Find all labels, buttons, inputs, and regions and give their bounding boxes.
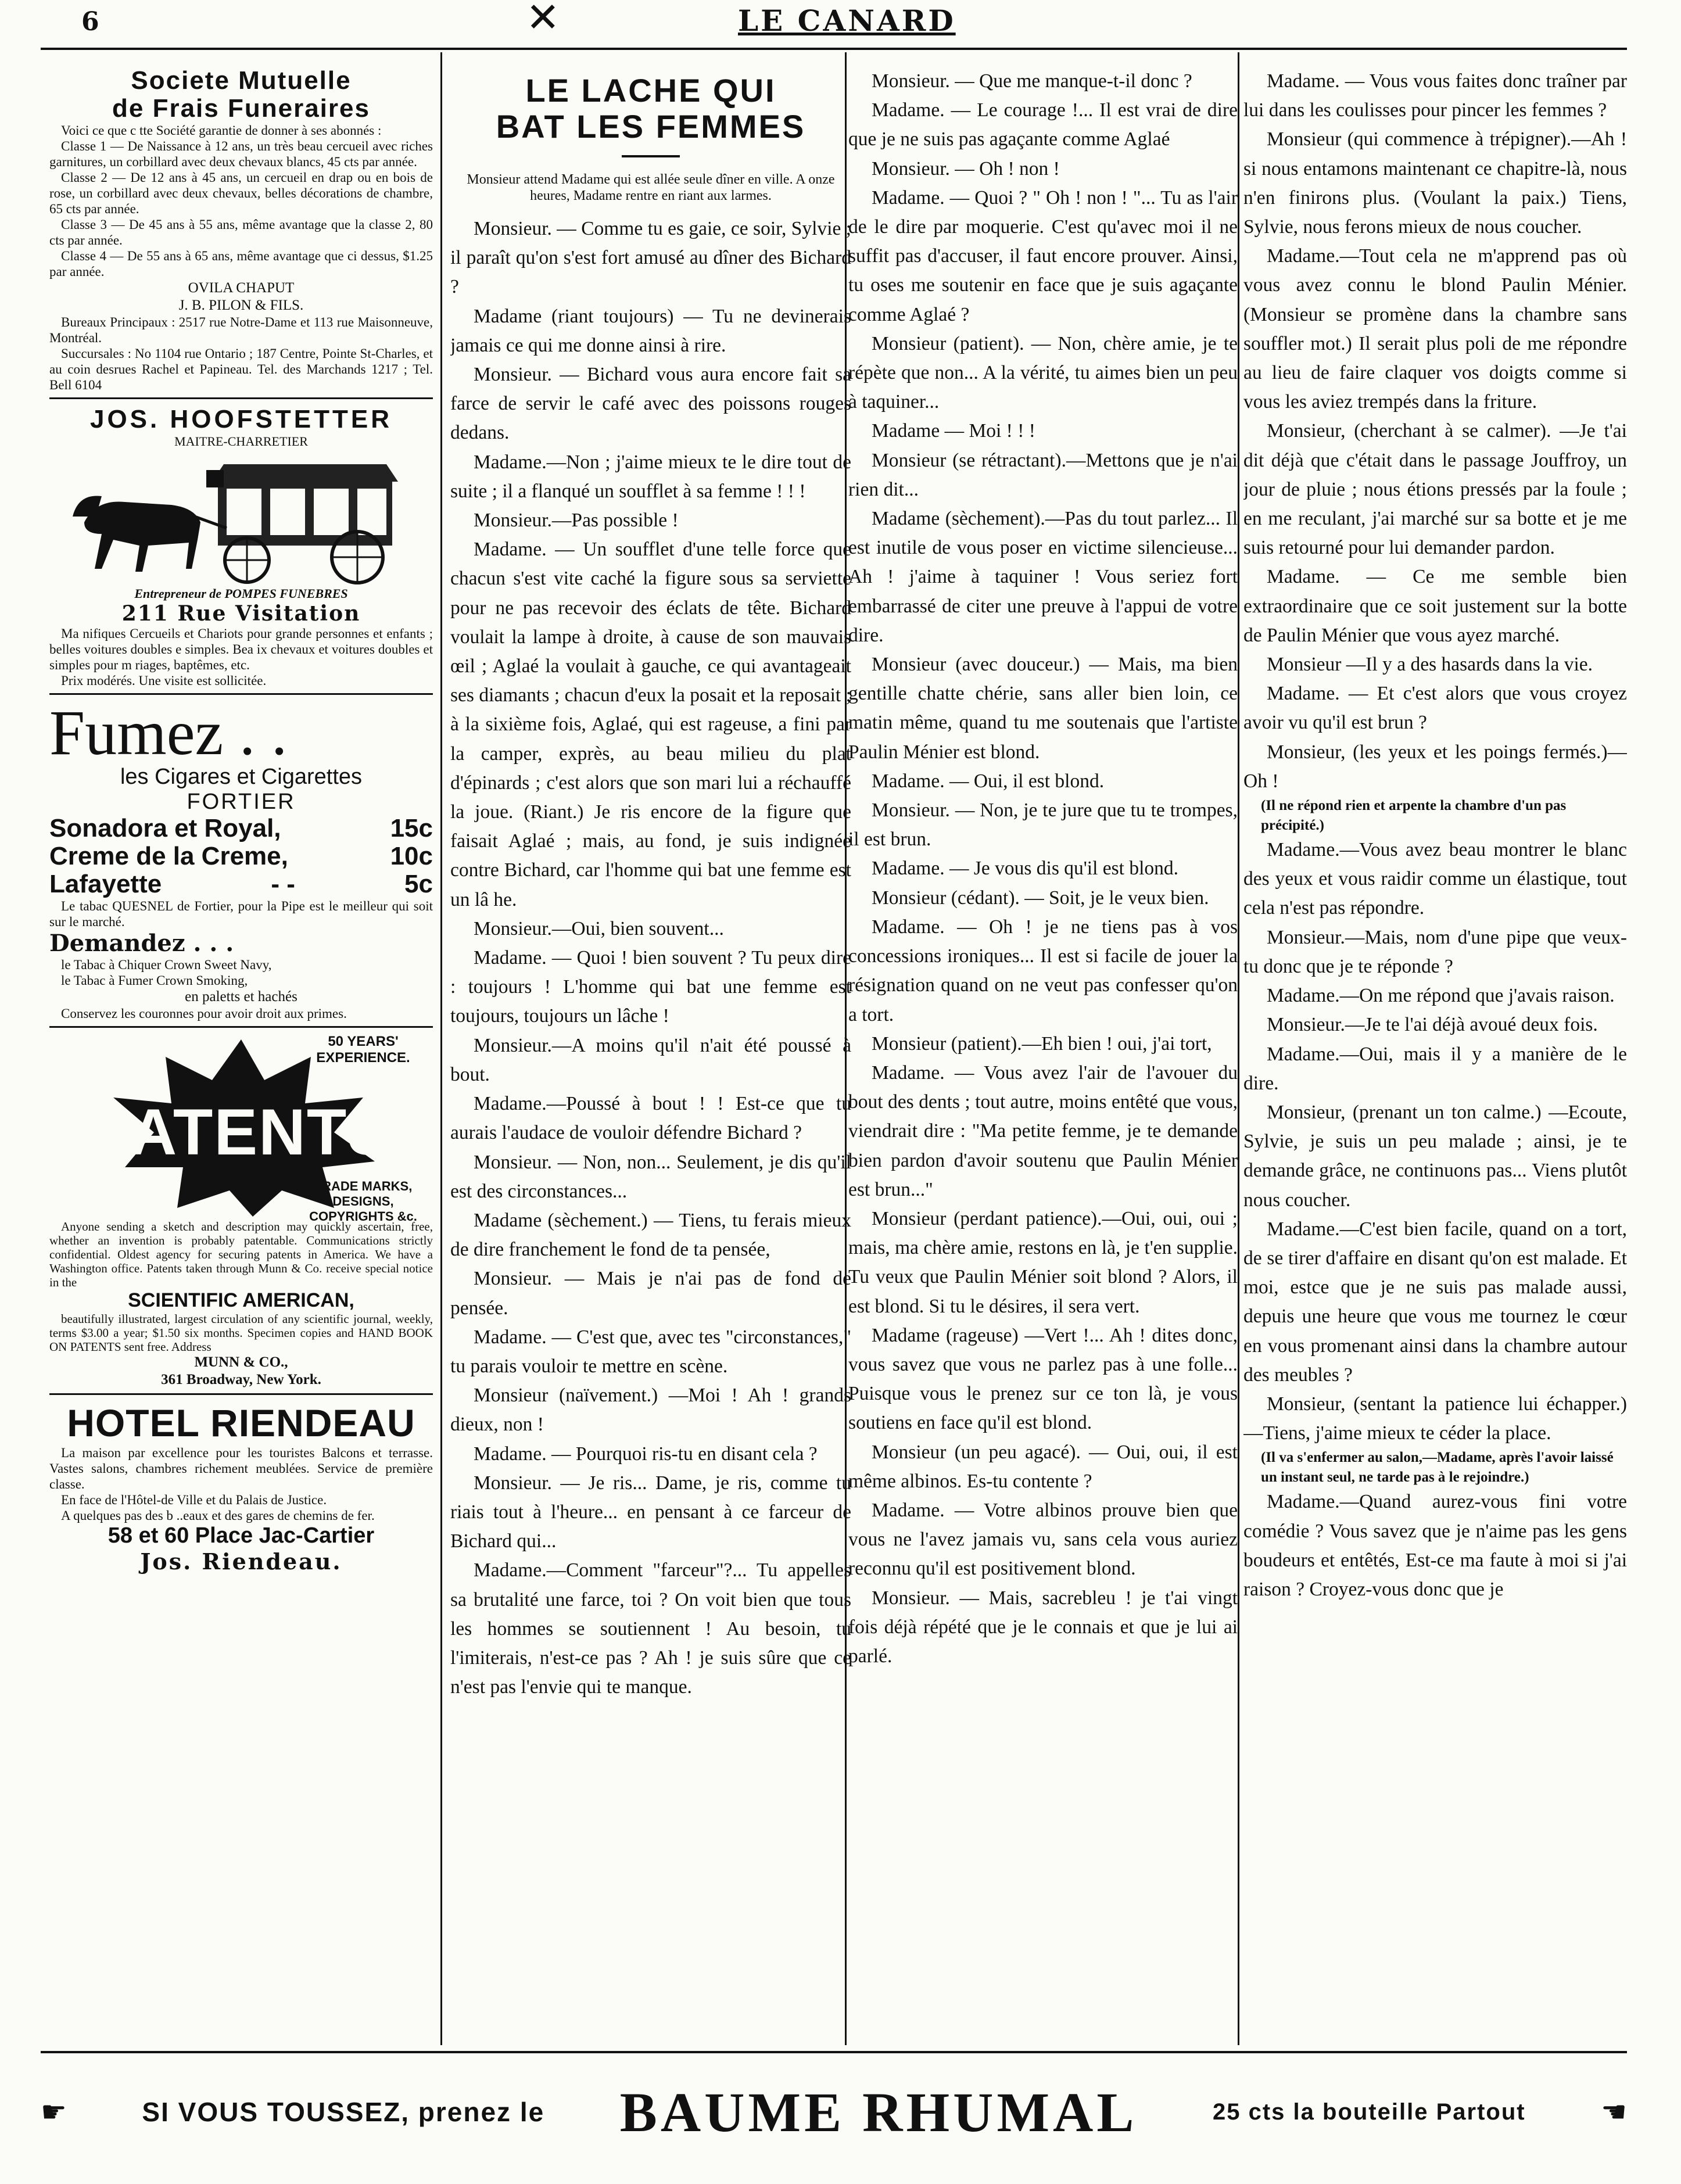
- footer-left: SI VOUS TOUSSEZ, prenez le: [142, 2097, 545, 2127]
- dialogue-paragraph: Madame.—Tout cela ne m'apprend pas où vous avez connu le blond Paulin Ménier. (Monsieur se promène dans la chambre sans souffler mot.) Il serait plus poli de me répondre au lieu de faire claquer vos doigts comme si vous les aviez trempés dans la friture.: [1243, 245, 1627, 413]
- article-body: [450, 214, 851, 1702]
- patents-trade: TRADE MARKS, DESIGNS, COPYRIGHTS &c.: [309, 1179, 417, 1224]
- dialogue-paragraph: (Il ne répond rien et arpente la chambre d'un pas précipité.): [1261, 798, 1567, 834]
- article-body: [1243, 67, 1627, 1604]
- dialogue-paragraph: Madame. — Vous vous faites donc traîner par lui dans les coulisses pour pincer les femmes ?: [1243, 70, 1627, 121]
- dialogue-paragraph: Madame. — Pourquoi ris-tu en disant cela ?: [474, 1443, 818, 1465]
- dialogue-paragraph: Monsieur (un peu agacé). — Oui, oui, il est même albinos. Es-tu contente ?: [848, 1441, 1238, 1492]
- footer-right: 25 cts la bouteille Partout: [1213, 2099, 1526, 2125]
- societe-classe-4: Classe 4 — De 55 ans à 65 ans, même avantage que ci dessus, $1.25 par année.: [49, 249, 433, 279]
- masthead: LE CANARD: [738, 3, 956, 38]
- societe-intro: Voici ce que c tte Société garantie de donner à ses abonnés :: [61, 123, 382, 138]
- dialogue-paragraph: (Il va s'enfermer au salon,—Madame, après l'avoir laissé un instant seul, ne tarde pas à le rejoindre.): [1261, 1450, 1614, 1486]
- dialogue-paragraph: Monsieur (perdant patience).—Oui, oui, oui ; mais, ma chère amie, restons en là, je t'en supplie. Tu veux que Paulin Ménier soit blond ? Alors, il est blond. Si tu le désires, il sera vert.: [848, 1207, 1238, 1317]
- hotel-text-1: La maison par excellence pour les touristes Balcons et terrasse. Vastes salons, chambres richement meublées. Service de première classe.: [49, 1446, 433, 1491]
- societe-bureaux: Bureaux Principaux : 2517 rue Notre-Dame et 113 rue Maisonneuve, Montréal.: [49, 315, 433, 345]
- fumez-title: Fumez . .: [49, 697, 288, 768]
- dialogue-paragraph: Monsieur. — Que me manque-t-il donc ?: [872, 70, 1192, 92]
- footer-product: BAUME RHUMAL: [619, 2081, 1138, 2143]
- hoofstetter-text: Ma nifiques Cercueils et Chariots pour grande personnes et enfants ; belles voitures doubles e simples. Bea ix chevaux et voitures doubles et simples pour m riages, baptêmes, etc.: [49, 626, 433, 672]
- hotel-text-2: En face de l'Hôtel-de Ville et du Palais de Justice.: [61, 1493, 327, 1507]
- hoofstetter-prix: Prix modérés. Une visite est sollicitée.: [61, 673, 267, 688]
- societe-name-1: OVILA CHAPUT: [188, 280, 295, 296]
- patents-word: PATENTS: [89, 1096, 393, 1168]
- demandez-heading: Demandez . . .: [49, 930, 234, 957]
- dialogue-paragraph: Monsieur. — Non, non... Seulement, je dis qu'il est des circonstances...: [450, 1151, 851, 1202]
- hoofstetter-subtitle: MAITRE-CHARRETIER: [174, 434, 308, 449]
- brand-name: Creme de la Creme,: [49, 842, 288, 870]
- article-title-line-2: BAT LES FEMMES: [496, 108, 806, 145]
- brand-price: 15c: [390, 814, 433, 842]
- title-rule: [622, 155, 680, 157]
- societe-ad: [49, 67, 433, 399]
- dialogue-paragraph: Monsieur, (prenant un ton calme.) —Ecoute, Sylvie, je suis un peu malade ; ainsi, je te demande grâce, ne continuons pas... Viens plutôt nous coucher.: [1243, 1101, 1627, 1211]
- fumez-tabac: Le tabac QUESNEL de Fortier, pour la Pipe est le meilleur qui soit sur le marché.: [49, 899, 433, 929]
- dialogue-paragraph: Monsieur, (sentant la patience lui échapper.)—Tiens, j'aime mieux te céder la place.: [1243, 1393, 1627, 1444]
- dialogue-paragraph: Madame.—Oui, mais il y a manière de le dire.: [1243, 1043, 1627, 1094]
- brand-row: [49, 815, 433, 842]
- societe-title-1: Societe Mutuelle: [131, 67, 352, 95]
- bottom-rule: [41, 2051, 1627, 2053]
- societe-classe-2: Classe 2 — De 12 ans à 45 ans, un cercueil en drap ou en bois de rose, un corbillard avec deux chevaux, belles décorations de chambre, 65 cts par année.: [49, 170, 433, 216]
- dialogue-paragraph: Monsieur (patient).—Eh bien ! oui, j'ai tort,: [872, 1032, 1212, 1055]
- fumez-ad: [49, 697, 433, 1028]
- demandez-line-3: en paletts et hachés: [185, 989, 298, 1005]
- page-header: [0, 0, 1681, 41]
- page-number: 6: [81, 7, 99, 37]
- dialogue-paragraph: Madame.—Quand aurez-vous fini votre comédie ? Vous savez que je n'aime pas les gens boudeurs et entêtés, Est-ce ma faute à moi si j'ai raison ? Croyez-vous donc que je: [1243, 1491, 1627, 1600]
- dialogue-paragraph: Monsieur.—Oui, bien souvent...: [474, 917, 724, 939]
- top-rule: [41, 48, 1627, 50]
- dialogue-paragraph: Madame — Moi ! ! !: [872, 420, 1035, 442]
- dialogue-paragraph: Monsieur.—Je te l'ai déjà avoué deux fois.: [1267, 1014, 1598, 1036]
- dialogue-paragraph: Madame.—Vous avez beau montrer le blanc des yeux et vous raidir comme un élastique, tout cela n'est pas répondre.: [1243, 839, 1627, 919]
- fumez-line-2: FORTIER: [187, 790, 296, 814]
- dialogue-paragraph: Monsieur (naïvement.) —Moi ! Ah ! grands dieux, non !: [450, 1385, 851, 1436]
- dialogue-paragraph: Madame (rageuse) —Vert !... Ah ! dites donc, vous savez que vous ne parlez pas à une folle... Puisque vous le prenez sur ce ton là, je vous soutiens en face qu'il est blond.: [848, 1324, 1238, 1434]
- hotel-signature: Jos. Riendeau.: [140, 1548, 342, 1575]
- patents-banner: [49, 1034, 433, 1224]
- brand-row: [49, 842, 433, 870]
- dialogue-paragraph: Monsieur. — Je ris... Dame, je ris, comme tu riais tout à l'heure... en pensant à ce farceur de Bichard qui...: [450, 1472, 851, 1552]
- dialogue-paragraph: Madame. — Le courage !... Il est vrai de dire que je ne suis pas agaçante comme Aglaé: [848, 99, 1238, 150]
- dialogue-paragraph: Madame. — Oh ! je ne tiens pas à vos concessions ironiques... Il est si facile de jouer la résignation quand on ne veut pas confesser qu'on a tort.: [848, 916, 1238, 1025]
- patents-ad: [49, 1034, 433, 1395]
- dialogue-paragraph: Madame. — Je vous dis qu'il est blond.: [872, 858, 1179, 880]
- brand-price: 10c: [390, 842, 433, 870]
- dialogue-paragraph: Madame. — Oui, il est blond.: [872, 770, 1105, 792]
- hotel-text-3: A quelques pas des b ..eaux et des gares de chemins de fer.: [61, 1508, 375, 1523]
- brand-price: 5c: [404, 870, 433, 898]
- fumez-conservez: Conservez les couronnes pour avoir droit aux primes.: [61, 1006, 347, 1021]
- dialogue-paragraph: Madame.—Poussé à bout ! ! Est-ce que tu aurais l'audace de vouloir défendre Bichard ?: [450, 1093, 851, 1144]
- cross-mark-icon: ✕: [526, 0, 560, 41]
- patents-munn: MUNN & CO.,: [194, 1354, 288, 1370]
- footer-advert: [41, 2080, 1627, 2144]
- fumez-line-1: les Cigares et Cigarettes: [120, 765, 363, 789]
- patents-body: Anyone sending a sketch and description may quickly ascertain, free, whether an invention is probably patentable. Communications strictly confidential. Oldest agency for securing patents in America. We have a Washington office. Patents taken through Munn & Co. receive special notice in the: [49, 1220, 433, 1289]
- hoofstetter-title: JOS. HOOFSTETTER: [89, 405, 393, 433]
- dialogue-paragraph: Monsieur (avec douceur.) — Mais, ma bien gentille chatte chérie, sans aller bien loin, ce matin même, quand tu me soutenais que l'artiste Paulin Ménier est blond.: [848, 654, 1238, 763]
- brand-name: Lafayette: [49, 870, 162, 898]
- dialogue-paragraph: Madame. — Ce me semble bien extraordinaire que ce soit justement sur la botte de Paulin Ménier que vous ayez marché.: [1243, 566, 1627, 646]
- societe-title-2: de Frais Funeraires: [112, 94, 370, 123]
- patents-years: 50 YEARS' EXPERIENCE.: [316, 1034, 410, 1066]
- dialogue-paragraph: Monsieur.—Mais, nom d'une pipe que veux-tu donc que je te réponde ?: [1243, 926, 1627, 977]
- dialogue-paragraph: Monsieur. — Non, je te jure que tu te trompes, il est brun.: [848, 799, 1238, 851]
- article-lede: Monsieur attend Madame qui est allée seule dîner en ville. A onze heures, Madame rentre en riant aux larmes.: [467, 172, 835, 203]
- article-column-2: [848, 67, 1238, 2048]
- demandez-line-1: le Tabac à Chiquer Crown Sweet Navy,: [61, 957, 272, 972]
- societe-classe-3: Classe 3 — De 45 ans à 55 ans, même avantage que la classe 2, 80 cts par année.: [49, 217, 433, 248]
- dialogue-paragraph: Madame.—On me répond que j'avais raison.: [1267, 985, 1615, 1007]
- dialogue-paragraph: Madame. — Vous avez l'air de l'avouer du bout des dents ; tout autre, moins entêté que vous, viendrait dire : "Ma petite femme, je te demande bien pardon d'avoir soutenu que Paulin Ménier est brun...": [848, 1061, 1238, 1200]
- societe-classe-1: Classe 1 — De Naissance à 12 ans, un très beau cercueil avec riches garnitures, un corbillard avec deux chevaux blancs, 45 cts par année.: [49, 139, 433, 169]
- dialogue-paragraph: Monsieur, (cherchant à se calmer). —Je t'ai dit déjà que c'était dans le passage Jouffroy, un jour de pluie ; nous étions pressés par la foule ; en me reculant, j'ai marché sur sa botte et je me suis retourné pour lui demander pardon.: [1243, 420, 1627, 559]
- dialogue-paragraph: Madame.—Comment "farceur"?... Tu appelles sa brutalité une farce, toi ? On voit bien que tous les hommes se soutiennent ! Au besoin, tu l'imiterais, n'est-ce pas ? Ah ! je suis sûre que ce n'est pas l'envie qui te manque.: [450, 1559, 851, 1698]
- hoofstetter-ad: [49, 405, 433, 695]
- patents-address: 361 Broadway, New York.: [161, 1372, 321, 1387]
- brand-name: Sonadora et Royal,: [49, 814, 281, 842]
- column-divider: [1238, 52, 1239, 2045]
- dialogue-paragraph: Monsieur.—Pas possible !: [474, 510, 679, 532]
- pointing-hand-icon: ☚: [1601, 2095, 1627, 2129]
- scientific-american: SCIENTIFIC AMERICAN,: [128, 1289, 354, 1311]
- dialogue-paragraph: Madame. — Un soufflet d'une telle force que chacun s'est vite caché la figure sous sa serviette pour ne pas recevoir des éclats de tête. Bichard voulait la lampe à droite, à cause de son mauvais œil ; Aglaé la voulait à gauche, ce qui avantageait ses diamants ; chacun d'eux la posait et la reposait ; à la sixième fois, Aglaé, qui est rageuse, a fini par la camper, exprès, au beau milieu du plat d'épinards ; c'est alors que son mari lui a réchauffé la joue. (Riant.) Je ris encore de la figure que faisait Aglaé ; mais, au fond, je suis indignée contre Bichard, car l'homme qui bat une femme est un lâ he.: [450, 539, 851, 910]
- hoofstetter-address: 211 Rue Visitation: [121, 601, 361, 626]
- article-title-line-1: LE LACHE QUI: [525, 72, 776, 109]
- dialogue-paragraph: Madame (riant toujours) — Tu ne devinerais jamais ce qui me donne ainsi à rire.: [450, 305, 851, 356]
- dialogue-paragraph: Monsieur. — Bichard vous aura encore fait sa farce de servir le café avec des poissons rouges dedans.: [450, 364, 851, 444]
- demandez-line-2: le Tabac à Fumer Crown Smoking,: [61, 973, 248, 988]
- hearse-illustration-icon: [61, 453, 421, 586]
- brand-dash: - -: [271, 870, 295, 898]
- dialogue-paragraph: Madame. — C'est que, avec tes "circonstances," tu parais vouloir te mettre en scène.: [450, 1326, 851, 1377]
- brand-row: [49, 870, 433, 898]
- societe-name-2: J. B. PILON & FILS.: [178, 297, 304, 313]
- hotel-title: HOTEL RIENDEAU: [67, 1401, 415, 1444]
- ads-column: [49, 67, 433, 2048]
- dialogue-paragraph: Madame.—C'est bien facile, quand on a tort, de se tirer d'affaire en disant qu'on est malade. Et moi, estce que je ne suis pas malade aussi, depuis une heure que vous me tournez le cœur en vous promenant ainsi dans la chambre autour des meubles ?: [1243, 1218, 1627, 1386]
- dialogue-paragraph: Monsieur (se rétractant).—Mettons que je n'ai rien dit...: [848, 449, 1238, 500]
- dialogue-paragraph: Madame (sèchement.) — Tiens, tu ferais mieux de dire franchement le fond de ta pensée,: [450, 1209, 851, 1261]
- dialogue-paragraph: Madame (sèchement).—Pas du tout parlez... Il est inutile de vous poser en victime silencieuse... Ah ! j'aime à taquiner ! Vous seriez fort embarrassé de citer une preuve à l'appui de votre dire.: [848, 508, 1238, 646]
- dialogue-paragraph: Monsieur. — Oh ! non !: [872, 157, 1060, 180]
- dialogue-paragraph: Monsieur.—A moins qu'il n'ait été poussé à bout.: [450, 1034, 851, 1085]
- societe-succursales: Succursales : No 1104 rue Ontario ; 187 Centre, Pointe St-Charles, et au coin desrues Rachel et Papineau. Tel. des Marchands 1217 ; Tel. Bell 6104: [49, 346, 433, 392]
- article-column-1: [450, 67, 851, 2048]
- column-divider: [440, 52, 442, 2045]
- dialogue-paragraph: Madame. — Quoi ! bien souvent ? Tu peux dire : toujours ! L'homme qui bat une femme est toujours, toujours un lâche !: [450, 947, 851, 1027]
- dialogue-paragraph: Monsieur. — Mais, sacrebleu ! je t'ai vingt fois déjà répété que je le connais et que je lui ai parlé.: [848, 1587, 1238, 1667]
- dialogue-paragraph: Monsieur —Il y a des hasards dans la vie.: [1267, 654, 1593, 676]
- article-column-3: [1243, 67, 1627, 2048]
- dialogue-paragraph: Monsieur, (les yeux et les poings fermés.)—Oh !: [1243, 741, 1627, 792]
- dialogue-paragraph: Monsieur. — Mais je n'ai pas de fond de pensée.: [450, 1268, 851, 1319]
- dialogue-paragraph: Monsieur (patient). — Non, chère amie, je te répète que non... A la vérité, tu aimes bien un peu à taquiner...: [848, 332, 1238, 413]
- dialogue-paragraph: Madame. — Quoi ? " Oh ! non ! "... Tu as l'air de le dire par moquerie. C'est qu'avec moi il ne suffit pas d'accuser, il faut encore prouver. Ainsi, tu oses me soutenir en face que je suis agaçante comme Aglaé ?: [848, 187, 1238, 325]
- article-body: [848, 67, 1238, 1671]
- dialogue-paragraph: Monsieur (qui commence à trépigner).—Ah ! si nous entamons maintenant ce chapitre-là, nous n'en finirons plus. (Voulant la paix.) Tiens, Sylvie, nous ferons mieux de nous coucher.: [1243, 128, 1627, 238]
- hoofstetter-entrepreneur: Entrepreneur de POMPES FUNEBRES: [134, 586, 348, 601]
- patents-body-2: beautifully illustrated, largest circulation of any scientific journal, weekly, terms $3.00 a year; $1.50 six months. Specimen copies and HAND BOOK ON PATENTS sent free. Address: [49, 1312, 433, 1354]
- dialogue-paragraph: Monsieur (cédant). — Soit, je le veux bien.: [872, 887, 1209, 909]
- hotel-place: 58 et 60 Place Jac-Cartier: [107, 1523, 375, 1548]
- dialogue-paragraph: Madame.—Non ; j'aime mieux te le dire tout de suite ; il a flanqué un soufflet à sa femme ! ! !: [450, 451, 851, 502]
- article-title: [450, 73, 851, 145]
- hotel-ad: [49, 1401, 433, 1575]
- dialogue-paragraph: Monsieur. — Comme tu es gaie, ce soir, Sylvie ; il paraît qu'on s'est fort amusé au dîner des Bichard ?: [450, 218, 851, 298]
- dialogue-paragraph: Madame. — Votre albinos prouve bien que vous ne l'avez jamais vu, sans cela vous auriez reconnu qu'il est positivement blond.: [848, 1499, 1238, 1580]
- pointing-hand-icon: ☛: [41, 2095, 67, 2129]
- dialogue-paragraph: Madame. — Et c'est alors que vous croyez avoir vu qu'il est brun ?: [1243, 683, 1627, 734]
